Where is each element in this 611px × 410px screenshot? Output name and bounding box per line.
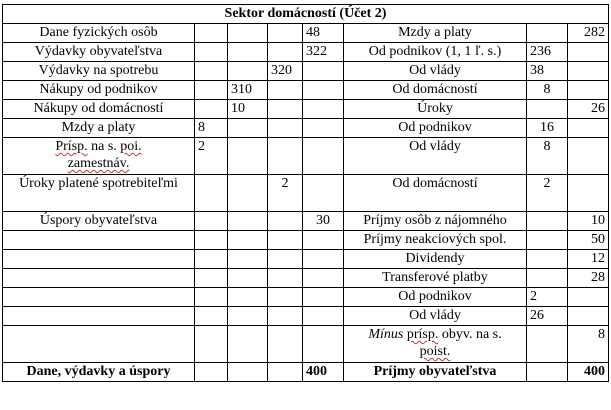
left-label	[3, 326, 195, 363]
right-col1: 8	[527, 81, 568, 100]
right-label: Od domácností	[344, 81, 527, 100]
right-col2	[568, 62, 609, 81]
left-col4: 48	[303, 24, 344, 43]
left-col3	[268, 288, 303, 307]
table-row	[3, 100, 609, 119]
table-title: Sektor domácností (Účet 2)	[3, 5, 609, 24]
right-col1	[527, 231, 568, 250]
left-col4	[303, 100, 344, 119]
right-label: Transferové platby	[344, 269, 527, 288]
left-col4	[303, 250, 344, 269]
right-label: Od vlády	[344, 138, 527, 175]
right-col2	[568, 288, 609, 307]
left-col2: 10	[228, 100, 268, 119]
right-col2	[568, 138, 609, 175]
left-label	[3, 288, 195, 307]
right-label: Od podnikov	[344, 288, 527, 307]
table-row	[3, 288, 609, 307]
right-col2	[568, 175, 609, 212]
right-col1	[527, 100, 568, 119]
left-col4	[303, 288, 344, 307]
right-total-value: 400	[568, 363, 609, 382]
left-col4: 322	[303, 43, 344, 62]
right-label: Od vlády	[344, 62, 527, 81]
left-col3: 320	[268, 62, 303, 81]
right-col2: 12	[568, 250, 609, 269]
left-col1	[195, 231, 228, 250]
left-col2	[228, 326, 268, 363]
table-row	[3, 43, 609, 62]
right-label: Mzdy a platy	[344, 24, 527, 43]
right-col1	[527, 363, 568, 382]
left-col1	[195, 212, 228, 231]
table-row	[3, 24, 609, 43]
left-col1	[195, 307, 228, 326]
table-row	[3, 231, 609, 250]
left-label	[3, 250, 195, 269]
right-label: Dividendy	[344, 250, 527, 269]
left-col3	[268, 269, 303, 288]
left-col2	[228, 62, 268, 81]
table-row	[3, 212, 609, 231]
left-label-part: na s.	[87, 139, 121, 154]
left-label: Úroky platené spotrebiteľmi	[3, 175, 195, 212]
left-col2	[228, 250, 268, 269]
left-col2	[228, 269, 268, 288]
right-col1	[527, 24, 568, 43]
left-col3	[268, 307, 303, 326]
left-label: Nákupy od domácností	[3, 100, 195, 119]
table-row	[3, 175, 609, 212]
left-label: Dane fyzických osôb	[3, 24, 195, 43]
left-col1	[195, 175, 228, 212]
right-label: Príjmy osôb z nájomného	[344, 212, 527, 231]
left-col3: 2	[268, 175, 303, 212]
table-row	[3, 81, 609, 100]
left-col1	[195, 269, 228, 288]
left-col4	[303, 326, 344, 363]
right-label-part: Mínus	[368, 327, 404, 342]
left-label-part: Prísp.	[55, 139, 88, 154]
table-row	[3, 326, 609, 363]
right-col1: 8	[527, 138, 568, 175]
left-col2	[228, 212, 268, 231]
left-col1	[195, 288, 228, 307]
right-total-label: Príjmy obyvateľstva	[344, 363, 527, 382]
left-col2	[228, 43, 268, 62]
table-row	[3, 138, 609, 175]
left-label: Nákupy od podnikov	[3, 81, 195, 100]
left-label-part: zamestnáv.	[67, 156, 130, 171]
left-total-value: 400	[303, 363, 344, 382]
title-row	[3, 5, 609, 24]
left-col4	[303, 81, 344, 100]
left-col3	[268, 231, 303, 250]
left-total-label: Dane, výdavky a úspory	[3, 363, 195, 382]
left-col1: 2	[195, 138, 228, 175]
left-label: Mzdy a platy	[3, 119, 195, 138]
left-col1	[195, 100, 228, 119]
left-col1	[195, 43, 228, 62]
left-col1	[195, 62, 228, 81]
left-col3	[268, 138, 303, 175]
right-col2	[568, 43, 609, 62]
right-label: Od podnikov (1, 1 ľ. s.)	[344, 43, 527, 62]
left-col3	[268, 100, 303, 119]
right-col1	[527, 269, 568, 288]
left-label	[3, 231, 195, 250]
table-row	[3, 62, 609, 81]
right-col2	[568, 81, 609, 100]
left-col2: 310	[228, 81, 268, 100]
right-label: Príjmy neakciových spol.	[344, 231, 527, 250]
left-col4	[303, 138, 344, 175]
table-row	[3, 269, 609, 288]
right-col2	[568, 307, 609, 326]
right-col1: 236	[527, 43, 568, 62]
left-col4	[303, 231, 344, 250]
left-col3	[268, 250, 303, 269]
household-sector-account-table	[2, 4, 609, 382]
left-col3	[268, 24, 303, 43]
left-col2	[228, 175, 268, 212]
left-col3	[268, 43, 303, 62]
right-label-part: prísp.	[406, 327, 439, 342]
left-col3	[268, 212, 303, 231]
left-col1	[195, 24, 228, 43]
right-col2: 50	[568, 231, 609, 250]
table-row	[3, 119, 609, 138]
right-col2: 8	[568, 326, 609, 363]
left-col2	[228, 24, 268, 43]
right-col1: 2	[527, 288, 568, 307]
right-col2: 10	[568, 212, 609, 231]
right-label: Úroky	[344, 100, 527, 119]
left-col2	[228, 119, 268, 138]
left-col2	[228, 231, 268, 250]
right-label: Od podnikov	[344, 119, 527, 138]
right-col1	[527, 250, 568, 269]
total-row	[3, 363, 609, 382]
right-col2: 282	[568, 24, 609, 43]
right-label: Od vlády	[344, 307, 527, 326]
right-col1	[527, 326, 568, 363]
left-col4	[303, 307, 344, 326]
left-col4	[303, 175, 344, 212]
right-col1: 16	[527, 119, 568, 138]
left-label	[3, 269, 195, 288]
right-col2: 26	[568, 100, 609, 119]
table-row	[3, 250, 609, 269]
account-table-wrapper	[2, 4, 609, 382]
left-col4: 30	[303, 212, 344, 231]
left-col1	[195, 250, 228, 269]
right-label	[344, 326, 527, 363]
right-label-part: obyv. na s.	[438, 327, 502, 342]
left-col3	[268, 326, 303, 363]
left-col2	[228, 363, 268, 382]
left-label-part: poi.	[120, 139, 142, 154]
left-col2	[228, 288, 268, 307]
left-col4	[303, 119, 344, 138]
right-col1: 26	[527, 307, 568, 326]
left-label	[3, 138, 195, 175]
right-col1: 2	[527, 175, 568, 212]
left-col1	[195, 81, 228, 100]
right-col2	[568, 119, 609, 138]
right-label-part: poist.	[419, 344, 451, 359]
left-label: Úspory obyvateľstva	[3, 212, 195, 231]
left-col1	[195, 363, 228, 382]
left-col1	[195, 326, 228, 363]
left-col3	[268, 363, 303, 382]
left-col2	[228, 307, 268, 326]
left-label: Výdavky na spotrebu	[3, 62, 195, 81]
left-label	[3, 307, 195, 326]
left-col3	[268, 119, 303, 138]
left-col3	[268, 81, 303, 100]
left-col4	[303, 269, 344, 288]
right-col1	[527, 212, 568, 231]
left-col2	[228, 138, 268, 175]
left-col4	[303, 62, 344, 81]
table-row	[3, 307, 609, 326]
right-col2: 28	[568, 269, 609, 288]
left-label: Výdavky obyvateľstva	[3, 43, 195, 62]
right-label: Od domácností	[344, 175, 527, 212]
left-col1: 8	[195, 119, 228, 138]
right-col1: 38	[527, 62, 568, 81]
